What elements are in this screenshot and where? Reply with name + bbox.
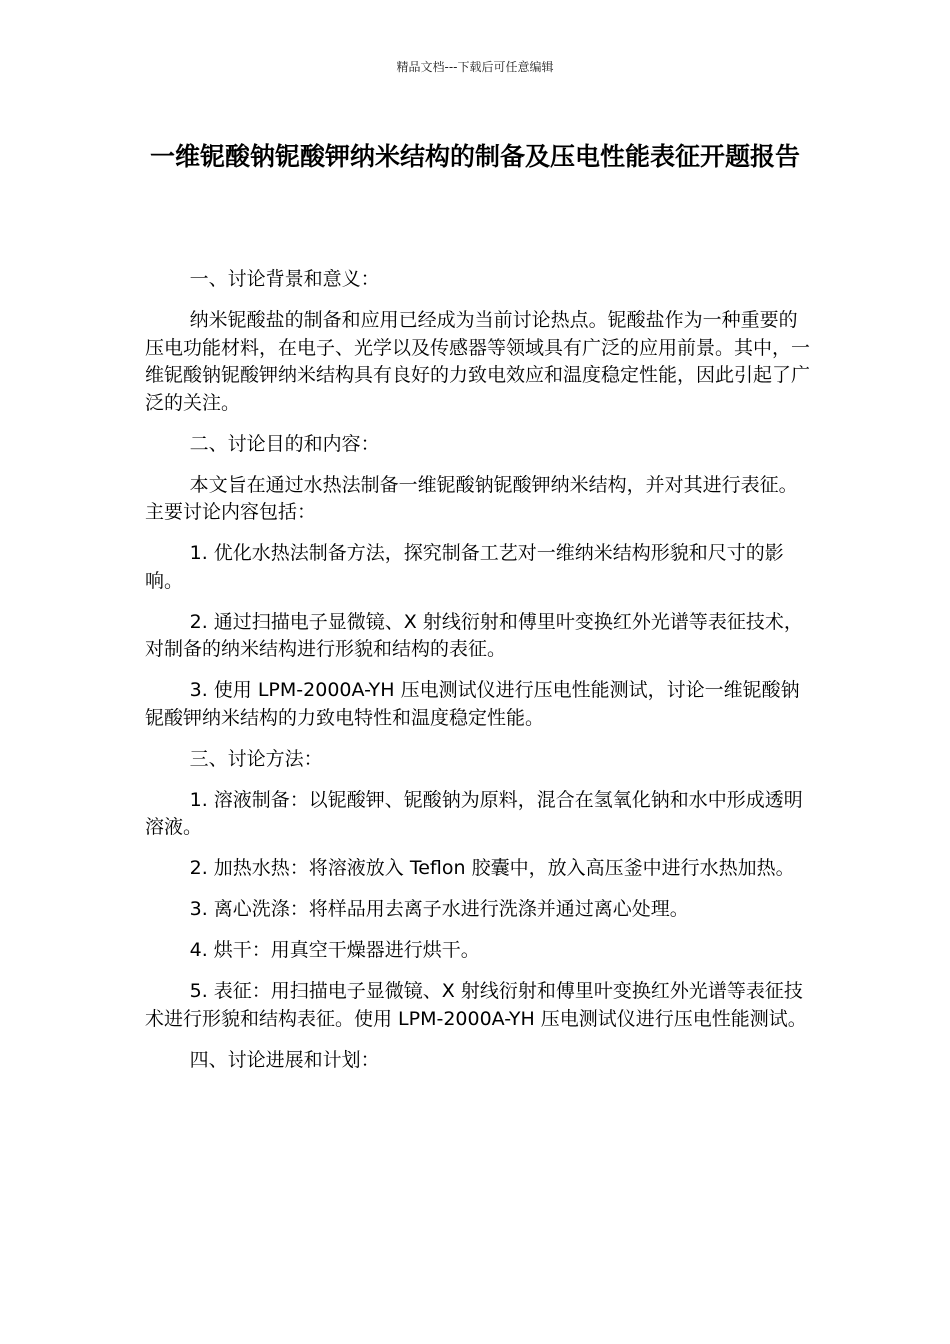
list-item-purpose-1: 1. 优化水热法制备方法，探究制备工艺对一维纳米结构形貌和尺寸的影响。 xyxy=(145,542,784,592)
list-item-method-4: 4. 烘干：用真空干燥器进行烘干。 xyxy=(189,939,480,961)
header-note: 精品文档---下载后可任意编辑 xyxy=(396,60,554,74)
list-item-purpose-2: 2. 通过扫描电子显微镜、X 射线衍射和傅里叶变换红外光谱等表征技术，对制备的纳米结构进行形貌和结构的表征。 xyxy=(145,610,803,660)
list-item-method-2: 2. 加热水热：将溶液放入 Teflon 胶囊中，放入高压釜中进行水热加热。 xyxy=(189,857,795,879)
list-item-method-3: 3. 离心洗涤：将样品用去离子水进行洗涤并通过离心处理。 xyxy=(189,898,689,920)
list-item-method-5: 5. 表征：用扫描电子显微镜、X 射线衍射和傅里叶变换红外光谱等表征技术进行形貌和结构表征。使用 LPM-2000A-YH 压电测试仪进行压电性能测试。 xyxy=(145,980,807,1030)
list-item-method-1: 1. 溶液制备：以铌酸钾、铌酸钠为原料，混合在氢氧化钠和水中形成透明溶液。 xyxy=(145,788,803,838)
document-title: 一维铌酸钠铌酸钾纳米结构的制备及压电性能表征开题报告 xyxy=(149,142,800,171)
list-item-purpose-3: 3. 使用 LPM-2000A-YH 压电测试仪进行压电性能测试，讨论一维铌酸钠铌酸钾纳米结构的力致电特性和温度稳定性能。 xyxy=(145,679,800,729)
paragraph-purpose: 本文旨在通过水热法制备一维铌酸钠铌酸钾纳米结构，并对其进行表征。主要讨论内容包括： xyxy=(145,473,798,523)
section-heading-progress: 四、讨论进展和计划： xyxy=(189,1048,380,1071)
section-heading-purpose: 二、讨论目的和内容： xyxy=(189,432,380,455)
section-heading-background: 一、讨论背景和意义： xyxy=(189,268,380,290)
section-heading-methods: 三、讨论方法： xyxy=(189,747,323,770)
paragraph-background: 纳米铌酸盐的制备和应用已经成为当前讨论热点。铌酸盐作为一种重要的压电功能材料，在电子、光学以及传感器等领域具有广泛的应用前景。其中，一维铌酸钠铌酸钾纳米结构具有良好的力致电效应和温度稳定性能，因此引起了广泛的关注。 xyxy=(145,309,811,414)
document-body xyxy=(145,266,810,1088)
